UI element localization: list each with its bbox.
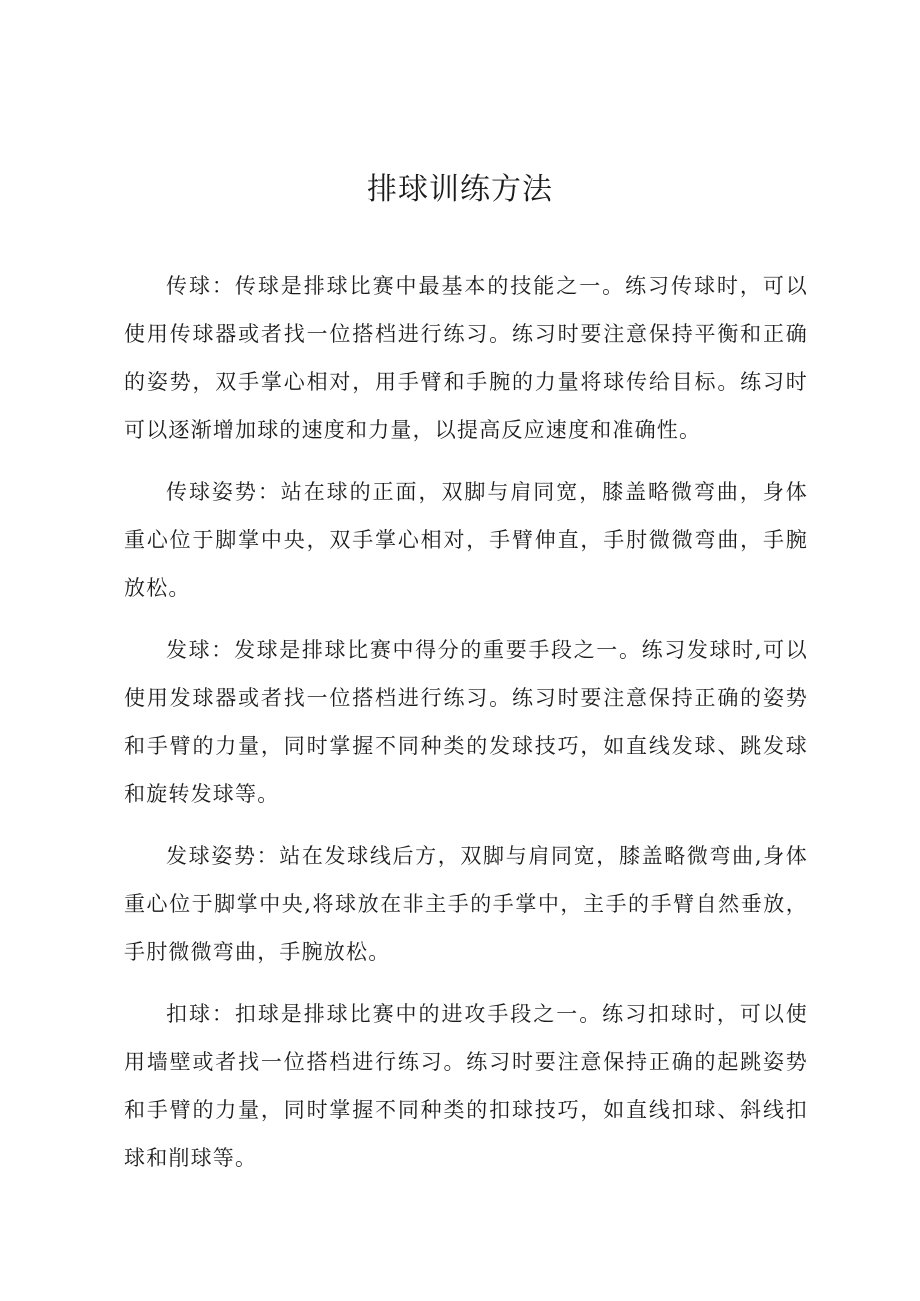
- paragraph-serving: 发球：发球是排球比赛中得分的重要手段之一。练习发球时,可以使用发球器或者找一位搭档进行练习。练习时要注意保持正确的姿势和手臂的力量，同时掌握不同种类的发球技巧，如直线发球、跳发球和旋转发球等。: [124, 638, 808, 806]
- paragraph-serving-posture: 发球姿势：站在发球线后方，双脚与肩同宽，膝盖略微弯曲,身体重心位于脚掌中央,将球放在非主手的手掌中，主手的手臂自然垂放，手肘微微弯曲，手腕放松。: [124, 844, 808, 964]
- paragraph-passing-posture: 传球姿势：站在球的正面，双脚与肩同宽，膝盖略微弯曲，身体重心位于脚掌中央，双手掌心相对，手臂伸直，手肘微微弯曲，手腕放松。: [124, 480, 808, 600]
- document-body: [124, 262, 808, 1196]
- paragraph-passing: 传球：传球是排球比赛中最基本的技能之一。练习传球时，可以使用传球器或者找一位搭档进行练习。练习时要注意保持平衡和正确的姿势，双手掌心相对，用手臂和手腕的力量将球传给目标。练习时可以逐渐增加球的速度和力量，以提高反应速度和准确性。: [124, 274, 808, 442]
- paragraph-spiking: 扣球：扣球是排球比赛中的进攻手段之一。练习扣球时，可以使用墙壁或者找一位搭档进行练习。练习时要注意保持正确的起跳姿势和手臂的力量，同时掌握不同种类的扣球技巧，如直线扣球、斜线扣球和削球等。: [124, 1002, 808, 1170]
- document-title: 排球训练方法: [367, 172, 553, 207]
